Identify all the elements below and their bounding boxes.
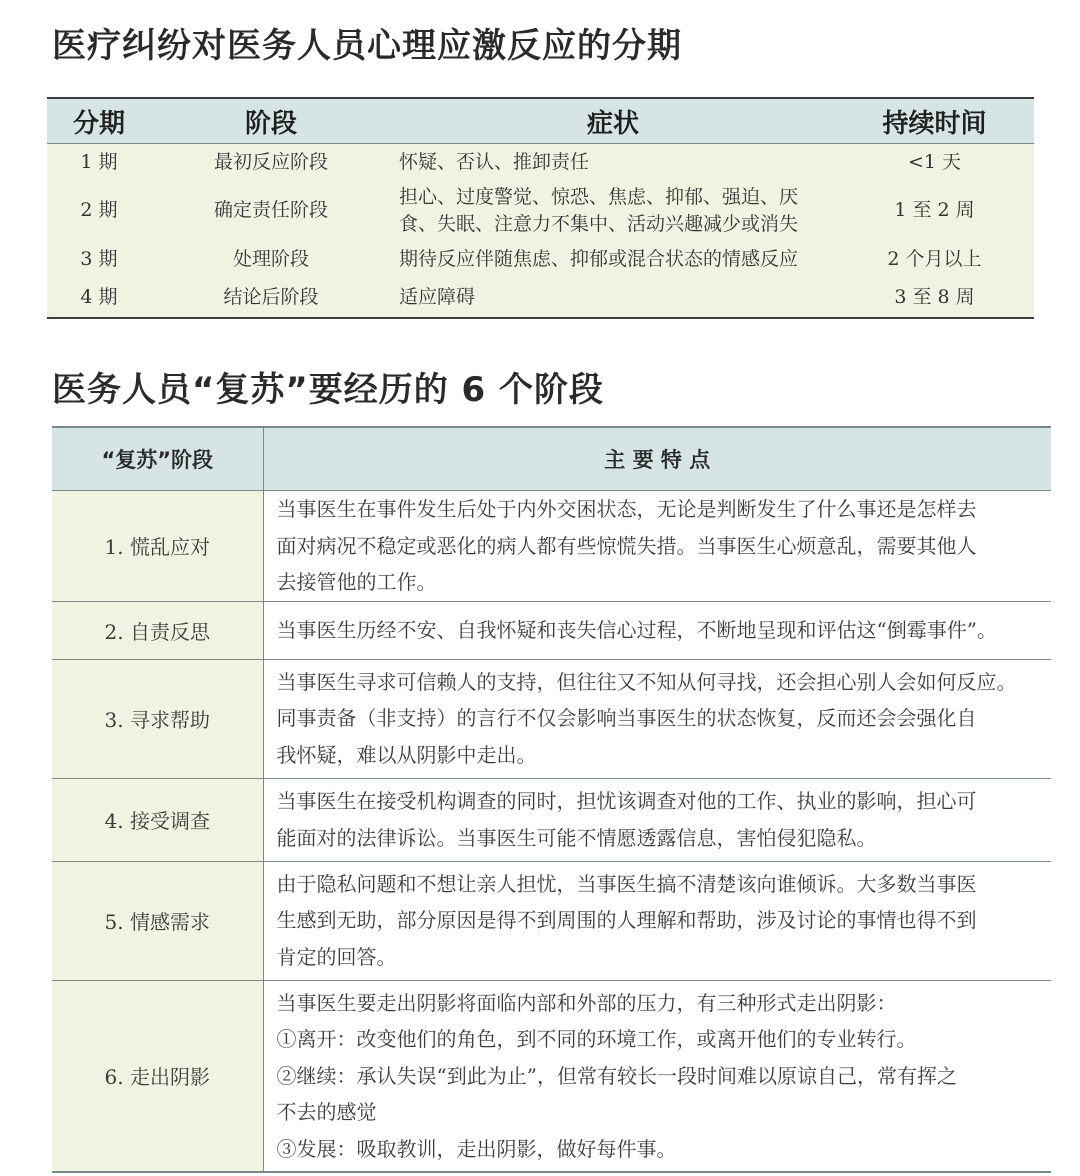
stage-cell: 4. 接受调查 xyxy=(52,778,263,861)
table-row xyxy=(52,980,1051,1172)
features-cell xyxy=(263,659,1051,778)
symptom-line: 担心、过度警觉、惊恐、焦虑、抑郁、强迫、厌 xyxy=(399,185,799,208)
table-row xyxy=(47,241,1034,278)
features-cell xyxy=(263,601,1051,659)
symptom-line: 食、失眠、注意力不集中、活动兴趣减少或消失 xyxy=(399,212,799,235)
feature-line: 去接管他的工作。 xyxy=(276,570,437,594)
table-row xyxy=(52,778,1051,861)
feature-line: 当事医生历经不安、自我怀疑和丧失信心过程，不断地呈现和评估这“倒霉事件”。 xyxy=(276,617,997,642)
table-row xyxy=(52,861,1051,980)
symptom-line: 期待反应伴随焦虑、抑郁或混合状态的情感反应 xyxy=(399,247,799,270)
table-row xyxy=(52,659,1051,778)
features-cell xyxy=(263,778,1051,861)
stage-cell: 确定责任阶段 xyxy=(151,181,391,241)
feature-line: ③发展：吸取教训，走出阴影，做好每件事。 xyxy=(276,1136,677,1161)
stage-cell: 5. 情感需求 xyxy=(52,861,263,980)
recovery-stages-table xyxy=(52,426,1051,1173)
header-recovery-stage: “复苏”阶段 xyxy=(52,427,263,491)
feature-line: 面对病况不稳定或恶化的病人都有些惊慌失措。当事医生心烦意乱，需要其他人 xyxy=(276,533,977,558)
period-cell: 3 期 xyxy=(47,241,151,278)
table-row xyxy=(47,144,1034,181)
stage-cell: 2. 自责反思 xyxy=(52,601,263,659)
symptoms-cell xyxy=(391,278,835,318)
features-cell xyxy=(263,980,1051,1172)
stage-cell: 结论后阶段 xyxy=(151,278,391,318)
features-cell xyxy=(263,491,1051,602)
feature-line: 肯定的回答。 xyxy=(276,944,397,969)
symptoms-cell xyxy=(391,181,835,241)
period-cell: 4 期 xyxy=(47,278,151,318)
feature-line: 同事责备（非支持）的言行不仅会影响当事医生的状态恢复，反而还会会强化自 xyxy=(276,706,977,731)
feature-line: ①离开：改变他们的角色，到不同的环境工作，或离开他们的专业转行。 xyxy=(276,1027,917,1051)
stage-cell: 1. 慌乱应对 xyxy=(52,491,263,602)
duration-cell: 1 至 2 周 xyxy=(835,181,1034,241)
features-cell xyxy=(263,861,1051,980)
feature-line: 能面对的法律诉讼。当事医生可能不情愿透露信息，害怕侵犯隐私。 xyxy=(276,825,877,850)
feature-line: 当事医生寻求可信赖人的支持，但往往又不知从何寻找，还会担心别人会如何反应。 xyxy=(276,669,1017,694)
stage-cell: 3. 寻求帮助 xyxy=(52,659,263,778)
duration-cell: <1 天 xyxy=(835,144,1034,181)
stage-cell: 6. 走出阴影 xyxy=(52,980,263,1172)
header-stage: 阶段 xyxy=(151,98,391,144)
header-period: 分期 xyxy=(47,98,151,144)
period-cell: 2 期 xyxy=(47,181,151,241)
period-cell: 1 期 xyxy=(47,144,151,181)
symptoms-cell xyxy=(391,241,835,278)
feature-line: 当事医生在接受机构调查的同时，担忧该调查对他的工作、执业的影响，担心可 xyxy=(276,789,977,813)
duration-cell: 2 个月以上 xyxy=(835,241,1034,278)
stress-reaction-table xyxy=(47,97,1034,319)
duration-cell: 3 至 8 周 xyxy=(835,278,1034,318)
feature-line: ②继续：承认失误“到此为止”，但常有较长一段时间难以原谅自己，常有挥之 xyxy=(276,1063,957,1088)
stage-cell: 最初反应阶段 xyxy=(151,144,391,181)
feature-line: 生感到无助，部分原因是得不到周围的人理解和帮助，涉及讨论的事情也得不到 xyxy=(276,908,977,933)
feature-line: 由于隐私问题和不想让亲人担忧，当事医生搞不清楚该向谁倾诉。大多数当事医 xyxy=(276,871,977,896)
table-row xyxy=(52,491,1051,602)
symptom-line: 适应障碍 xyxy=(399,285,476,308)
table-row xyxy=(47,181,1034,241)
stage-cell: 处理阶段 xyxy=(151,241,391,278)
feature-line: 当事医生要走出阴影将面临内部和外部的压力，有三种形式走出阴影： xyxy=(276,990,897,1015)
table2-header-row xyxy=(52,427,1051,491)
table1-title: 医疗纠纷对医务人员心理应激反应的分期 xyxy=(52,26,682,66)
table-row xyxy=(52,601,1051,659)
feature-line: 不去的感觉 xyxy=(276,1100,377,1124)
header-main-features: 主 要 特 点 xyxy=(263,427,1051,491)
table1-header-row xyxy=(47,98,1034,144)
table2-title: 医务人员“复苏”要经历的 6 个阶段 xyxy=(52,370,605,410)
symptom-line: 怀疑、否认、推卸责任 xyxy=(399,150,590,173)
feature-line: 我怀疑，难以从阴影中走出。 xyxy=(276,742,537,767)
table-row xyxy=(47,278,1034,318)
symptoms-cell xyxy=(391,144,835,181)
header-duration: 持续时间 xyxy=(835,98,1034,144)
feature-line: 当事医生在事件发生后处于内外交困状态，无论是判断发生了什么事还是怎样去 xyxy=(276,497,977,521)
header-symptoms: 症状 xyxy=(391,98,835,144)
